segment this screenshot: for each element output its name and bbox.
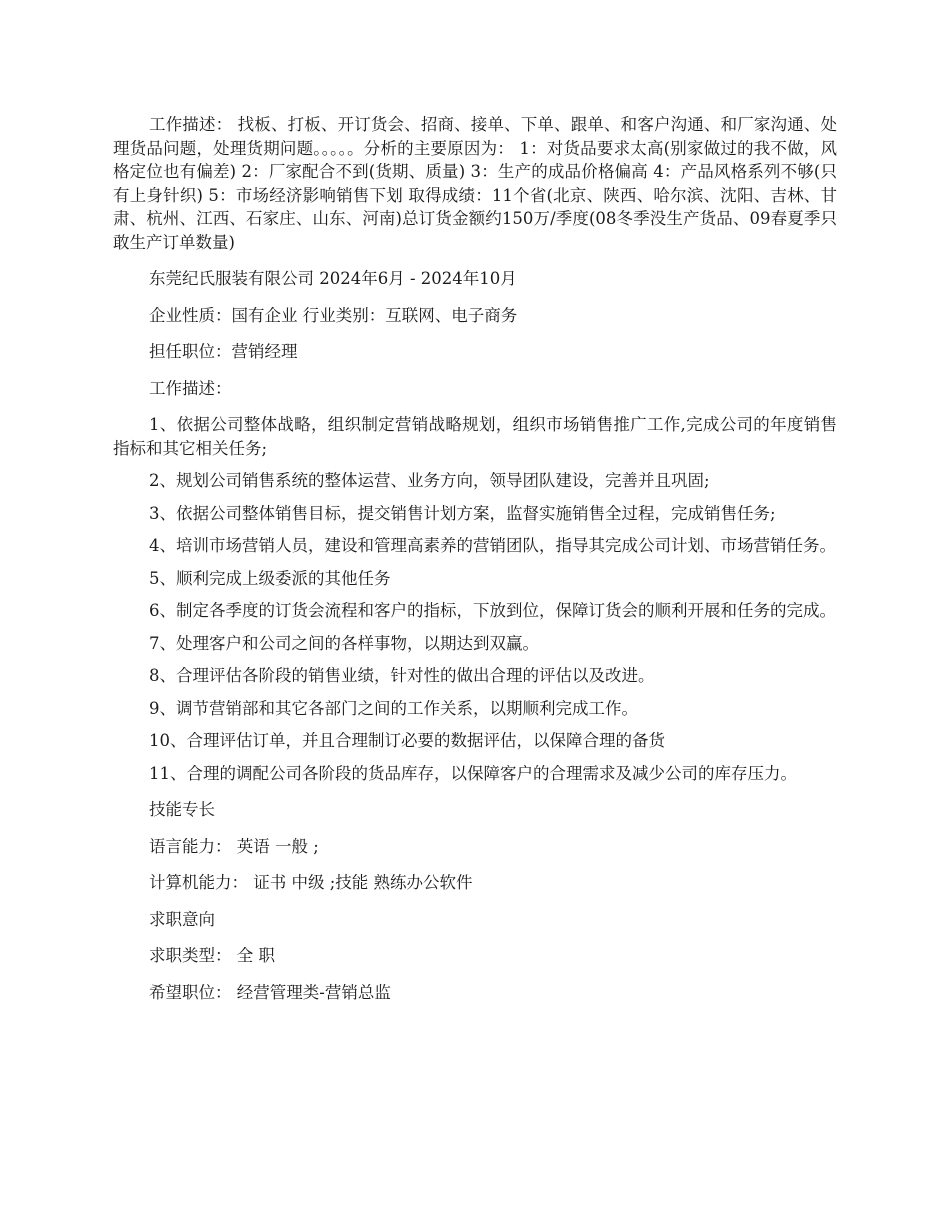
duty-item: 1、依据公司整体战略，组织制定营销战略规划，组织市场销售推广工作,完成公司的年度销售指标和其它相关任务; bbox=[113, 415, 837, 458]
company-period: 东莞纪氏服装有限公司 2024年6月 - 2024年10月 bbox=[149, 269, 517, 288]
computer-skill: 计算机能力： 证书 中级 ;技能 熟练办公软件 bbox=[149, 873, 473, 892]
duty-item: 8、合理评估各阶段的销售业绩，针对性的做出合理的评估以及改进。 bbox=[149, 666, 655, 685]
company-nature: 企业性质：国有企业 行业类别：互联网、电子商务 bbox=[149, 305, 518, 325]
duty-item: 6、制定各季度的订货会流程和客户的指标，下放到位，保障订货会的顺利开展和任务的完成。 bbox=[149, 601, 836, 620]
job-position: 担任职位：营销经理 bbox=[149, 342, 298, 361]
duty-item: 7、处理客户和公司之间的各样事物，以期达到双赢。 bbox=[149, 633, 539, 653]
job-description-heading: 工作描述： bbox=[149, 378, 232, 398]
duty-item: 4、培训市场营销人员，建设和管理高素养的营销团队，指导其完成公司计划、市场营销任务。 bbox=[149, 536, 836, 555]
duty-item: 2、规划公司销售系统的整体运营、业务方向，领导团队建设，完善并且巩固; bbox=[149, 471, 710, 490]
job-type: 求职类型： 全 职 bbox=[149, 946, 275, 965]
duty-item: 9、调节营销部和其它各部门之间的工作关系，以期顺利完成工作。 bbox=[149, 698, 638, 718]
language-skill: 语言能力： 英语 一般 ; bbox=[149, 836, 319, 856]
duty-item: 3、依据公司整体销售目标，提交销售计划方案，监督实施销售全过程，完成销售任务; bbox=[149, 503, 776, 523]
document-page bbox=[113, 113, 837, 1013]
duty-item: 10、合理评估订单，并且合理制订必要的数据评估，以保障合理的备货 bbox=[149, 731, 665, 750]
desired-position: 希望职位： 经营管理类-营销总监 bbox=[149, 982, 391, 1002]
skills-heading: 技能专长 bbox=[149, 800, 215, 819]
duty-item: 5、顺利完成上级委派的其他任务 bbox=[149, 568, 391, 588]
duty-item: 11、合理的调配公司各阶段的货品库存，以保障客户的合理需求及减少公司的库存压力。 bbox=[149, 763, 797, 783]
intro-paragraph: 工作描述： 找板、打板、开订货会、招商、接单、下单、跟单、和客户沟通、和厂家沟通、处理货品问题，处理货期问题。。。。。分析的主要原因为： 1：对货品要求太高(别家做过的我不做，风格定位也有偏差) 2：厂家配合不到(货期、质量) 3：生产的成品价格偏高 4：产品风格系列不够(只有上身针织) 5：市场经济影响销售下划 取得成绩：11个省(北京、陕西、哈尔滨、沈阳、吉林、甘肃、杭州、江西、石家庄、山东、河南)总订货金额约150万/季度(08冬季没生产货品、09春夏季只敢生产订单数量) bbox=[113, 115, 837, 252]
intention-heading: 求职意向 bbox=[149, 909, 215, 929]
